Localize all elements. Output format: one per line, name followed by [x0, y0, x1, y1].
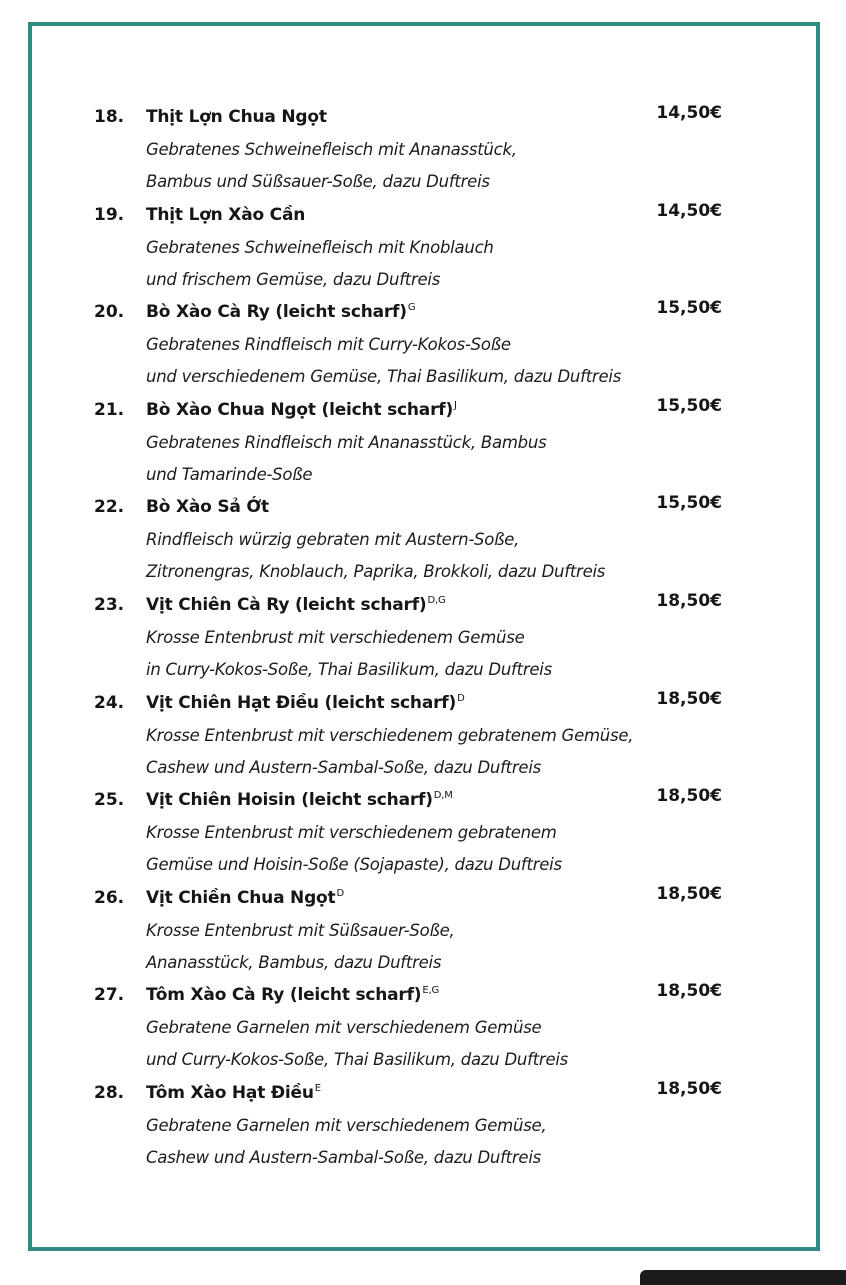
item-name-text: Thịt Lợn Chua Ngọt — [146, 107, 327, 127]
item-description-line: und Curry-Kokos-Soße, Thai Basilikum, dazu Duftreis — [146, 1050, 569, 1070]
item-price: 14,50€ — [656, 103, 722, 123]
item-number: 19. — [94, 204, 125, 225]
item-description-line: Cashew und Austern-Sambal-Soße, dazu Duftreis — [146, 757, 542, 777]
item-description-line: in Curry-Kokos-Soße, Thai Basilikum, dazu Duftreis — [146, 660, 552, 679]
item-price: 18,50€ — [656, 688, 722, 709]
item-description — [146, 524, 605, 588]
item-number: 25. — [94, 790, 125, 811]
item-name — [146, 301, 415, 323]
item-name-text: Vịt Chiền Chua Ngọt — [146, 887, 336, 908]
item-number: 20. — [94, 302, 125, 323]
item-description-line: Gebratene Garnelen mit verschiedenem Gemüse — [146, 1018, 542, 1038]
item-description — [146, 622, 552, 686]
menu-item — [0, 783, 846, 881]
menu-item — [0, 490, 846, 588]
item-description — [146, 427, 546, 491]
item-name — [146, 984, 439, 1006]
item-name — [146, 204, 305, 226]
item-name-text: Bò Xào Sả Ớt — [146, 497, 269, 518]
item-name-text: Bò Xào Chua Ngọt (leicht scharf) — [146, 399, 454, 420]
menu-item — [0, 100, 846, 198]
item-price: 14,50€ — [656, 200, 722, 221]
item-number: 22. — [94, 497, 125, 518]
item-name — [146, 399, 457, 421]
allergen-codes: G — [407, 302, 416, 314]
allergen-codes: D — [336, 887, 344, 899]
item-description-line: Gebratenes Rindfleisch mit Curry-Kokos-Soße — [146, 335, 511, 355]
allergen-codes: D — [457, 692, 465, 704]
menu-item — [0, 295, 846, 393]
item-description-line: und Tamarinde-Soße — [146, 464, 313, 484]
item-name-text: Vịt Chiên Hạt Điều (leicht scharf) — [146, 692, 457, 713]
menu-item — [0, 881, 846, 979]
item-price: 18,50€ — [656, 981, 722, 1002]
item-description-line: Gebratenes Rindfleisch mit Ananasstück, Bambus — [146, 432, 547, 452]
item-description-line: Gebratenes Schweinefleisch mit Ananasstück, — [146, 140, 517, 159]
item-name — [146, 106, 327, 128]
item-name-text: Vịt Chiên Hoisin (leicht scharf) — [146, 790, 433, 811]
page-edge-shadow — [640, 1270, 846, 1285]
menu-item — [0, 393, 846, 491]
item-number: 24. — [94, 692, 125, 713]
item-description-line: Zitronengras, Knoblauch, Paprika, Brokkoli, dazu Duftreis — [146, 562, 606, 582]
item-price: 15,50€ — [656, 298, 722, 319]
item-number: 26. — [94, 887, 125, 908]
item-description-line: Krosse Entenbrust mit verschiedenem gebratenem — [146, 823, 557, 843]
item-number: 23. — [94, 595, 125, 615]
item-description — [146, 1012, 568, 1076]
item-description-line: Rindfleisch würzig gebraten mit Austern-Soße, — [146, 530, 520, 550]
item-description-line: Bambus und Süßsauer-Soße, dazu Duftreis — [146, 172, 490, 191]
item-description-line: Krosse Entenbrust mit Süßsauer-Soße, — [146, 920, 455, 940]
item-name — [146, 789, 453, 811]
item-description — [146, 817, 562, 881]
allergen-codes: D,G — [427, 595, 446, 606]
item-description-line: Cashew und Austern-Sambal-Soße, dazu Duftreis — [146, 1148, 542, 1167]
item-name-text: Thịt Lợn Xào Cần — [146, 204, 306, 225]
item-description-line: Gebratene Garnelen mit verschiedenem Gemüse, — [146, 1116, 547, 1135]
menu-item — [0, 588, 846, 686]
allergen-codes: E — [314, 1083, 321, 1094]
item-description — [146, 329, 621, 393]
item-description-line: Krosse Entenbrust mit verschiedenem Gemüse — [146, 628, 525, 647]
item-description-line: Ananasstück, Bambus, dazu Duftreis — [146, 952, 442, 972]
item-name — [146, 594, 446, 616]
item-price: 18,50€ — [656, 1079, 722, 1099]
item-name — [146, 1082, 321, 1104]
item-name — [146, 887, 344, 909]
item-name — [146, 496, 269, 518]
menu-item — [0, 198, 846, 296]
item-number: 28. — [94, 1083, 125, 1103]
item-name-text: Tôm Xào Cà Ry (leicht scharf) — [146, 985, 422, 1006]
item-name-text: Vịt Chiên Cà Ry (leicht scharf) — [146, 595, 427, 615]
allergen-codes: E,G — [422, 985, 440, 997]
item-number: 18. — [94, 107, 125, 127]
item-description — [146, 1110, 546, 1174]
item-price: 15,50€ — [656, 493, 722, 514]
item-description — [146, 232, 494, 296]
item-description — [146, 720, 633, 784]
item-price: 15,50€ — [656, 395, 722, 416]
item-name — [146, 692, 465, 714]
item-name-text: Bò Xào Cà Ry (leicht scharf) — [146, 302, 407, 323]
allergen-codes: J — [454, 399, 457, 411]
item-description-line: Gemüse und Hoisin-Soße (Sojapaste), dazu Duftreis — [146, 855, 562, 875]
item-description-line: und frischem Gemüse, dazu Duftreis — [146, 269, 441, 289]
item-price: 18,50€ — [656, 591, 722, 611]
item-price: 18,50€ — [656, 786, 722, 807]
item-name-text: Tôm Xào Hạt Điều — [146, 1083, 314, 1103]
item-description — [146, 134, 517, 198]
menu-item — [0, 686, 846, 784]
item-description-line: und verschiedenem Gemüse, Thai Basilikum, dazu Duftreis — [146, 367, 622, 387]
item-number: 27. — [94, 985, 125, 1006]
menu-item — [0, 1076, 846, 1174]
item-description-line: Krosse Entenbrust mit verschiedenem gebratenem Gemüse, — [146, 725, 634, 745]
allergen-codes: D,M — [433, 790, 453, 802]
menu-item — [0, 978, 846, 1076]
item-number: 21. — [94, 399, 125, 420]
item-description-line: Gebratenes Schweinefleisch mit Knoblauch — [146, 237, 494, 257]
item-description — [146, 915, 454, 979]
item-price: 18,50€ — [656, 883, 722, 904]
